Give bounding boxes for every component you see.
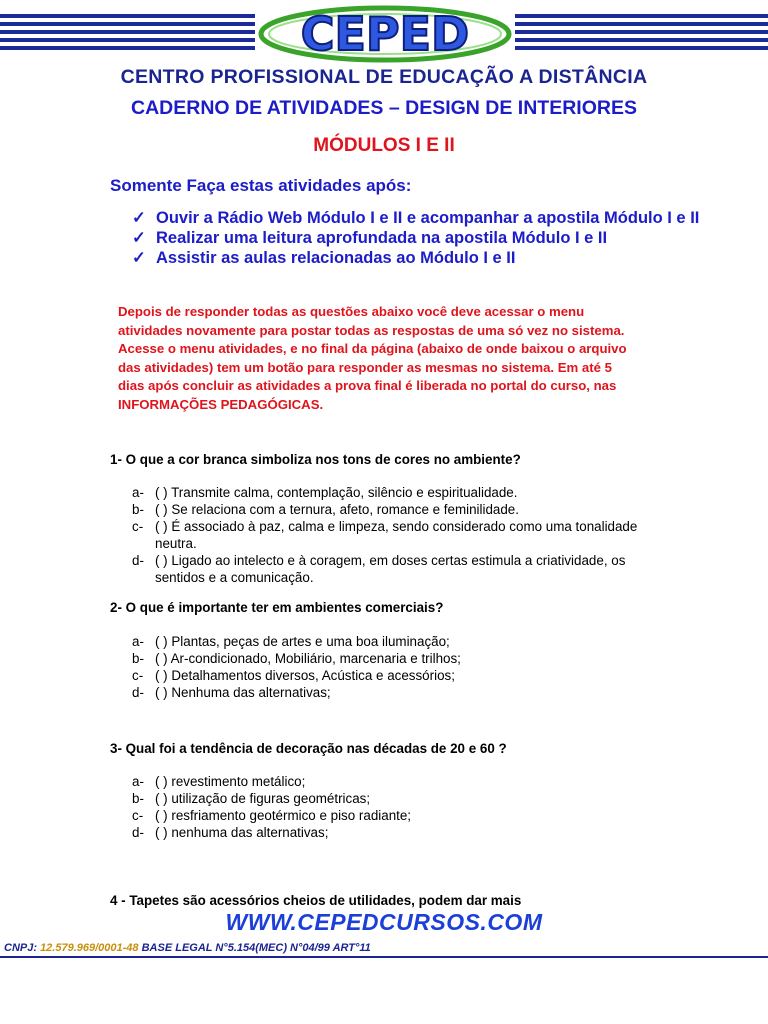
option-d: d- ( ) Nenhuma das alternativas; [132, 685, 331, 700]
question-3: 3- Qual foi a tendência de decoração nas décadas de 20 e 60 ? [110, 741, 507, 756]
question-4: 4 - Tapetes são acessórios cheios de utilidades, podem dar mais [110, 893, 522, 908]
ceped-logo [255, 0, 515, 64]
checklist-item [132, 248, 742, 268]
option-c: c- ( ) É associado à paz, calma e limpeza, sendo considerado como uma tonalidade neutra. [132, 519, 638, 551]
option-d: d- ( ) Ligado ao intelecto e à coragem, em doses certas estimula a criatividade, os sentidos e a comunicação. [132, 553, 626, 585]
checklist-item-text: Assistir as aulas relacionadas ao Módulo I e II [156, 249, 516, 267]
header-stripes-left [0, 14, 282, 58]
page-header [0, 0, 768, 96]
option-b: b- ( ) utilização de figuras geométricas; [132, 791, 371, 806]
option-d: d- ( ) nenhuma das alternativas; [132, 825, 329, 840]
question-1-options [132, 484, 652, 586]
document-title: CADERNO DE ATIVIDADES – DESIGN DE INTERIORES [131, 97, 637, 119]
question-2-options [132, 633, 652, 701]
option-c: c- ( ) Detalhamentos diversos, Acústica e acessórios; [132, 668, 455, 683]
instructions-notice: Depois de responder todas as questões abaixo você deve acessar o menu atividades novamente para postar todas as respostas de uma só vez no sistema. Acesse o menu atividades, e no final da página (abaixo de onde baixou o arquivo das atividades) tem um botão para responder as mesmas no sistema. Em até 5 dias após concluir as atividades a prova final é liberada no portal do curso, nas INFORMAÇÕES PEDAGÓGICAS. [118, 304, 627, 412]
website-link[interactable]: WWW.CEPEDCURSOS.COM [225, 909, 543, 935]
option-a: a- ( ) Plantas, peças de artes e uma boa iluminação; [132, 634, 450, 649]
question-3-options [132, 773, 652, 841]
option-c: c- ( ) resfriamento geotérmico e piso radiante; [132, 808, 412, 823]
modules-heading: MÓDULOS I E II [313, 135, 455, 156]
checklist-item [132, 228, 742, 248]
question-1: 1- O que a cor branca simboliza nos tons de cores no ambiente? [110, 452, 521, 467]
checkmark-icon: ✓ [132, 229, 146, 247]
page-footer [0, 942, 768, 956]
cnpj-number: 12.579.969/0001-48 [40, 942, 139, 954]
checklist-item-text: Realizar uma leitura aprofundada na apostila Módulo I e II [156, 229, 608, 247]
question-2: 2- O que é importante ter em ambientes comerciais? [110, 600, 444, 615]
option-a: a- ( ) Transmite calma, contemplação, silêncio e espiritualidade. [132, 485, 518, 500]
header-stripes-right [494, 14, 768, 58]
option-b: b- ( ) Ar-condicionado, Mobiliário, marcenaria e trilhos; [132, 651, 461, 666]
checklist-item-text: Ouvir a Rádio Web Módulo I e II e acompanhar a apostila Módulo I e II [156, 209, 700, 227]
checkmark-icon: ✓ [132, 249, 146, 267]
footer-divider [0, 956, 768, 958]
option-a: a- ( ) revestimento metálico; [132, 774, 306, 789]
checklist-item [132, 208, 742, 228]
legal-info: CNPJ: 12.579.969/0001-48 BASE LEGAL N°5.154(MEC) N°04/99 ART°11 [4, 942, 371, 954]
logo-text: CEPED [300, 7, 470, 61]
organization-name: CENTRO PROFISSIONAL DE EDUCAÇÃO A DISTÂNCIA [120, 66, 648, 88]
option-b: b- ( ) Se relaciona com a ternura, afeto, romance e feminilidade. [132, 502, 519, 517]
checkmark-icon: ✓ [132, 209, 146, 227]
intro-text: Somente Faça estas atividades após: [110, 176, 412, 195]
prerequisite-checklist [132, 208, 742, 268]
